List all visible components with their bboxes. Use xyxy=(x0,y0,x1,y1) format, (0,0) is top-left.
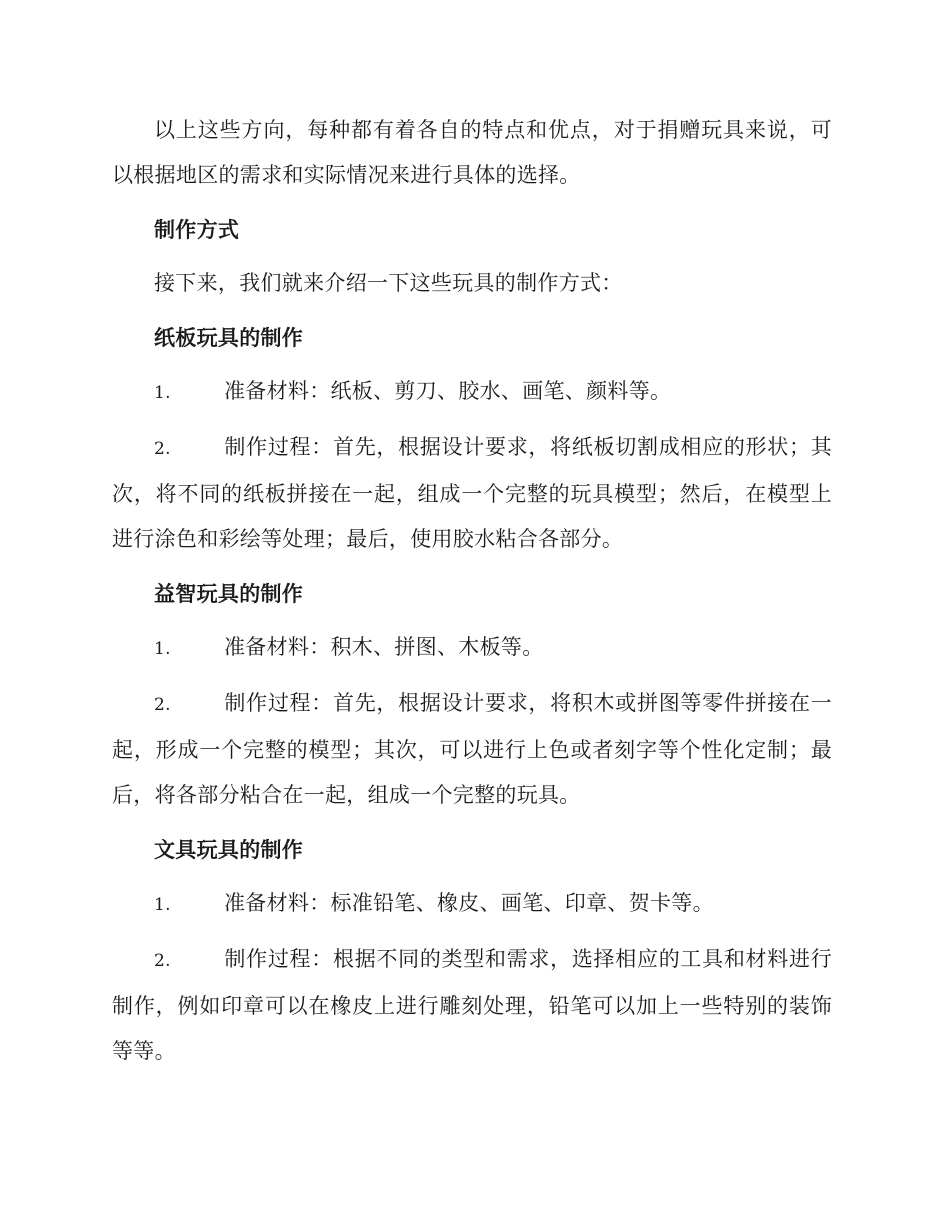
list-text: 准备材料：纸板、剪刀、胶水、画笔、颜料等。 xyxy=(224,379,672,403)
subsection-heading-stationery: 文具玩具的制作 xyxy=(154,837,304,862)
list-item xyxy=(112,425,832,562)
subsection-heading-puzzle: 益智玩具的制作 xyxy=(154,581,304,606)
list-number: 2. xyxy=(154,695,171,715)
section-intro-paragraph: 接下来，我们就来介绍一下这些玩具的制作方式： xyxy=(154,271,623,295)
list-number: 1. xyxy=(154,383,171,403)
list-text: 准备材料：积木、拼图、木板等。 xyxy=(224,635,544,659)
document-page xyxy=(112,108,832,1083)
list-item xyxy=(112,625,832,672)
list-item xyxy=(112,681,832,818)
list-item xyxy=(112,369,832,416)
list-text: 准备材料：标准铅笔、橡皮、画笔、印章、贺卡等。 xyxy=(224,891,714,915)
list-text: 制作过程：根据不同的类型和需求，选择相应的工具和材料进行制作，例如印章可以在橡皮上进行雕刻处理，铅笔可以加上一些特别的装饰等等。 xyxy=(112,947,832,1063)
list-number: 2. xyxy=(154,439,171,459)
list-item xyxy=(112,881,832,928)
list-number: 1. xyxy=(154,639,171,659)
intro-paragraph: 以上这些方向，每种都有着各自的特点和优点，对于捐赠玩具来说，可以根据地区的需求和实际情况来进行具体的选择。 xyxy=(112,118,832,187)
list-number: 1. xyxy=(154,895,171,915)
section-heading: 制作方式 xyxy=(154,217,240,242)
list-text: 制作过程：首先，根据设计要求，将积木或拼图等零件拼接在一起，形成一个完整的模型；其次，可以进行上色或者刻字等个性化定制；最后，将各部分粘合在一起，组成一个完整的玩具。 xyxy=(112,691,832,807)
list-text: 制作过程：首先，根据设计要求，将纸板切割成相应的形状；其次，将不同的纸板拼接在一起，组成一个完整的玩具模型；然后，在模型上进行涂色和彩绘等处理；最后，使用胶水粘合各部分。 xyxy=(112,435,832,551)
list-item xyxy=(112,937,832,1074)
subsection-heading-cardboard: 纸板玩具的制作 xyxy=(154,325,304,350)
list-number: 2. xyxy=(154,951,171,971)
